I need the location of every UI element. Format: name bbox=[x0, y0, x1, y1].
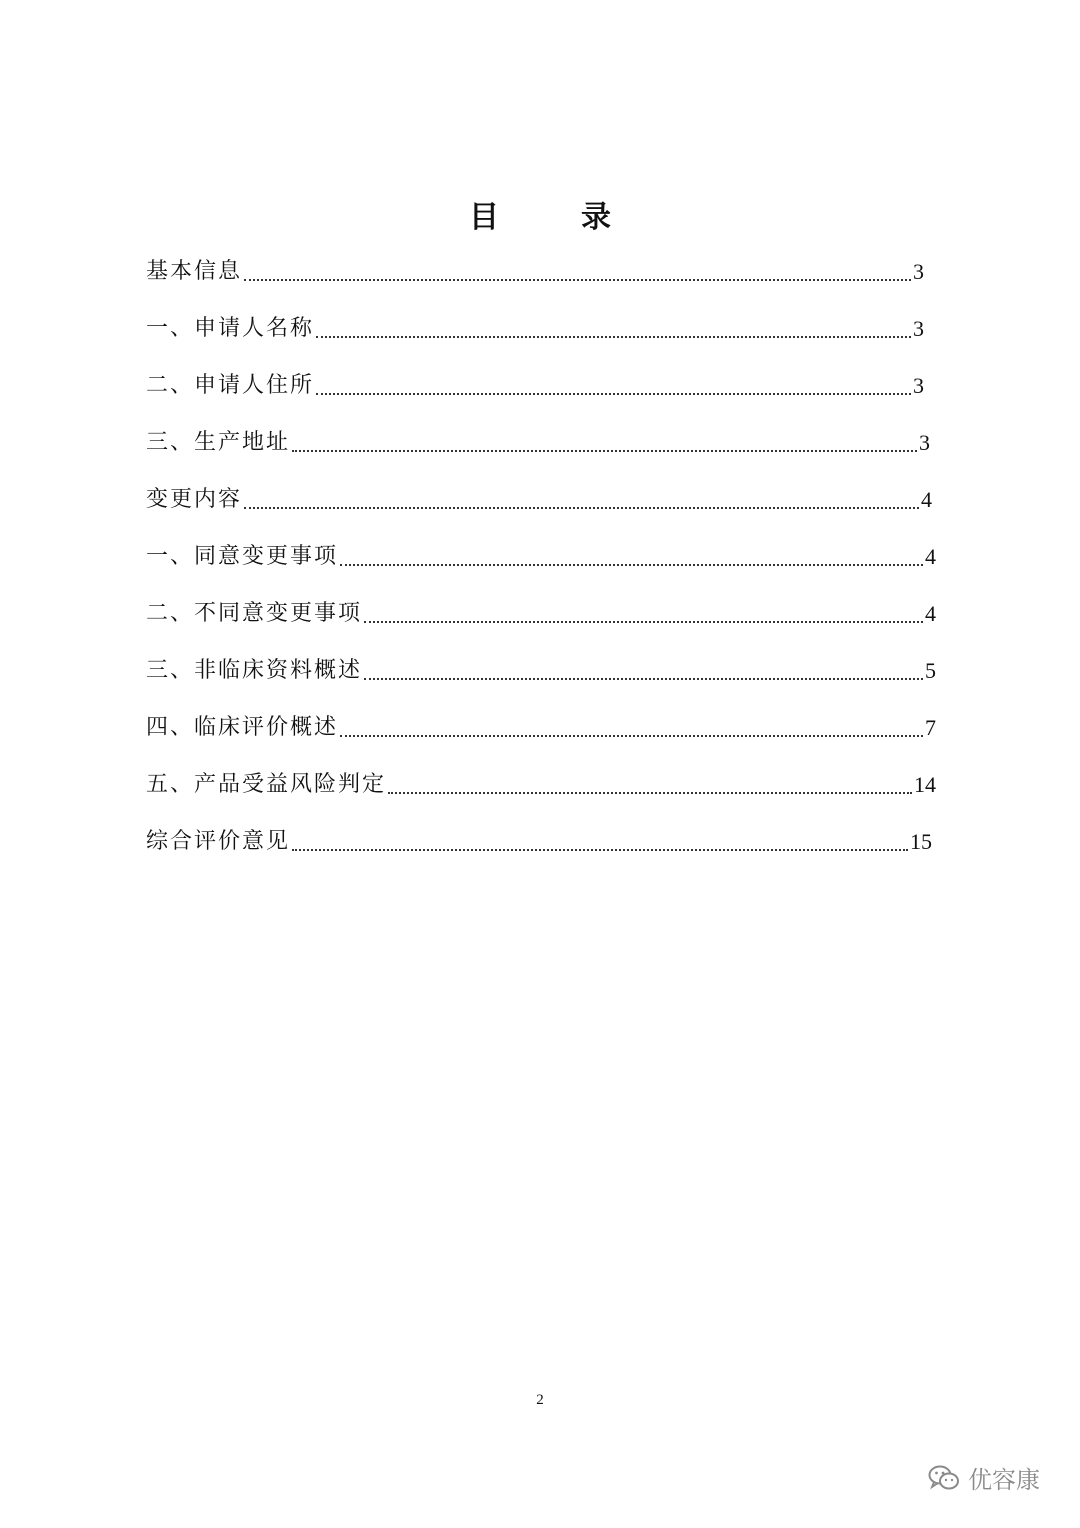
toc-entry-page: 3 bbox=[919, 430, 930, 455]
toc-entry-page: 4 bbox=[925, 544, 936, 569]
toc-entry-label: 一、同意变更事项 bbox=[146, 544, 339, 569]
toc-entry-page: 14 bbox=[914, 772, 936, 797]
toc-entry[interactable] bbox=[146, 537, 936, 577]
toc-entry-page: 3 bbox=[913, 316, 924, 341]
toc-entry[interactable] bbox=[146, 480, 932, 520]
toc-entry-page: 15 bbox=[910, 829, 932, 854]
wechat-icon bbox=[928, 1464, 960, 1492]
toc-entry-page: 3 bbox=[913, 373, 924, 398]
toc-entry[interactable] bbox=[146, 651, 936, 691]
toc-entry-page: 4 bbox=[925, 601, 936, 626]
toc-entry-label: 二、不同意变更事项 bbox=[146, 601, 363, 626]
toc-entry-label: 综合评价意见 bbox=[146, 829, 291, 854]
toc-entry-label: 变更内容 bbox=[146, 487, 243, 512]
toc-entry[interactable] bbox=[146, 594, 936, 634]
toc-leader-dots bbox=[316, 336, 911, 338]
watermark bbox=[928, 1460, 1040, 1495]
toc-entry[interactable] bbox=[146, 252, 924, 292]
watermark-text: 优容康 bbox=[968, 1466, 1040, 1494]
toc-leader-dots bbox=[292, 849, 908, 851]
toc-leader-dots bbox=[244, 507, 919, 509]
toc-leader-dots bbox=[364, 678, 923, 680]
toc-leader-dots bbox=[340, 564, 923, 566]
toc-entry-label: 五、产品受益风险判定 bbox=[146, 772, 387, 797]
toc-entry-page: 4 bbox=[921, 487, 932, 512]
toc-entry-label: 三、非临床资料概述 bbox=[146, 658, 363, 683]
toc-entry-label: 四、临床评价概述 bbox=[146, 715, 339, 740]
toc-entry-page: 3 bbox=[913, 259, 924, 284]
page-number: 2 bbox=[536, 1392, 544, 1408]
toc-entry-label: 一、申请人名称 bbox=[146, 316, 315, 341]
toc-entry-label: 基本信息 bbox=[146, 259, 243, 284]
toc-leader-dots bbox=[292, 450, 917, 452]
toc-leader-dots bbox=[364, 621, 923, 623]
toc-entry[interactable] bbox=[146, 708, 936, 748]
page-title: 目 录 bbox=[469, 200, 637, 235]
toc-entry-page: 5 bbox=[925, 658, 936, 683]
toc-entry[interactable] bbox=[146, 822, 932, 862]
toc-leader-dots bbox=[316, 393, 911, 395]
toc-entry-label: 三、生产地址 bbox=[146, 430, 291, 455]
toc-entry[interactable] bbox=[146, 366, 924, 406]
toc-leader-dots bbox=[340, 735, 923, 737]
toc-leader-dots bbox=[244, 279, 911, 281]
toc-entry[interactable] bbox=[146, 309, 924, 349]
toc-entry[interactable] bbox=[146, 423, 930, 463]
toc-entry-page: 7 bbox=[925, 715, 936, 740]
toc-leader-dots bbox=[388, 792, 912, 794]
toc-entry-label: 二、申请人住所 bbox=[146, 373, 315, 398]
toc-entry[interactable] bbox=[146, 765, 936, 805]
